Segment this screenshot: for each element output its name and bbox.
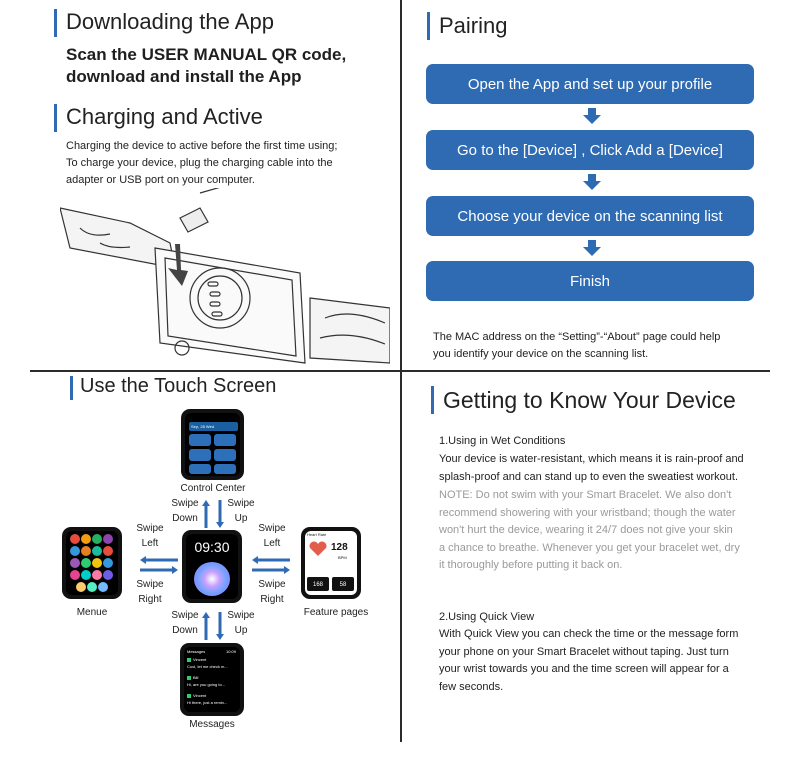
note-line-3: won't hurt the device, wearing it 24/7 does not give your skin <box>439 524 733 536</box>
quick-line-3: your wrist towards you and the time screen will appear for a <box>439 663 729 675</box>
menu-watch <box>62 527 122 599</box>
messages-header: Messages <box>187 649 206 654</box>
knowing-title: Getting to Know Your Device <box>443 387 736 413</box>
swipe-label: Swipe <box>171 498 199 509</box>
arrow-down-icon <box>583 108 601 124</box>
quick-line-2: your phone on your Smart Bracelet without taping. Just turn <box>439 646 729 658</box>
heading-accent-bar <box>427 12 430 40</box>
swipe-label: Swipe <box>258 523 286 534</box>
touch-title: Use the Touch Screen <box>80 375 277 397</box>
message-icon <box>187 694 191 698</box>
downloading-line-2: download and install the App <box>66 67 302 86</box>
charging-line-2: To charge your device, plug the charging cable into the <box>66 157 333 169</box>
swipe-down-label: Down <box>172 625 198 636</box>
swipe-up-label: Up <box>234 625 248 636</box>
swipe-label: Swipe <box>136 579 164 590</box>
swipe-label: Swipe <box>227 610 255 621</box>
downloading-title: Downloading the App <box>66 9 274 34</box>
charging-line-1: Charging the device to active before the first time using; <box>66 140 338 152</box>
heart-rate-label: Heart Rate <box>307 532 327 537</box>
swipe-right-label: Right <box>260 594 284 605</box>
wet-line-1: Your device is water-resistant, which means it is rain-proof and <box>439 453 744 465</box>
quick-heading: 2.Using Quick View <box>439 611 535 623</box>
wet-heading: 1.Using in Wet Conditions <box>439 435 566 447</box>
downloading-line-1: Scan the USER MANUAL QR code, <box>66 45 347 64</box>
find-icon <box>189 464 211 474</box>
gear-icon <box>214 464 236 474</box>
bpm-label: BPM <box>338 555 347 560</box>
heading-accent-bar <box>54 9 57 37</box>
message-preview: Hi there, just a remin... <box>187 700 228 705</box>
menue-label: Menue <box>76 607 108 618</box>
heading-accent-bar <box>70 376 73 400</box>
pairing-step-3: Choose your device on the scanning list <box>426 196 754 236</box>
swipe-up-label: Up <box>234 513 248 524</box>
hr-min: 58 <box>332 577 354 591</box>
swipe-left-label: Left <box>263 538 281 549</box>
quick-line-4: few seconds. <box>439 681 504 693</box>
messages-watch <box>180 643 244 716</box>
app-icons-grid <box>66 531 118 595</box>
heading-accent-bar <box>54 104 57 132</box>
pairing-step-1: Open the App and set up your profile <box>426 64 754 104</box>
note-line-4: a chance to breathe. Whenever you get your bracelet wet, dry <box>439 542 740 554</box>
charging-title: Charging and Active <box>66 104 263 129</box>
swipe-label: Swipe <box>227 498 255 509</box>
feature-watch <box>301 527 361 599</box>
charging-line-3: adapter or USB port on your computer. <box>66 174 255 186</box>
message-sender: Bill <box>193 675 199 680</box>
control-center-label: Control Center <box>180 483 246 494</box>
display-icon <box>214 449 236 461</box>
swipe-vertical-arrows-icon <box>202 612 224 640</box>
swipe-right-label: Right <box>138 594 162 605</box>
swipe-vertical-arrows-icon <box>202 500 224 528</box>
message-icon <box>187 676 191 680</box>
control-center-watch <box>181 409 244 480</box>
pairing-title: Pairing <box>439 13 508 38</box>
main-watch <box>182 530 242 603</box>
wet-line-2: splash-proof and can stand up to even the sweatiest workout. <box>439 471 739 483</box>
swipe-label: Swipe <box>171 610 199 621</box>
pairing-note-line-2: you identify your device on the scanning list. <box>433 348 649 360</box>
note-line-1: NOTE: Do not swim with your Smart Bracelet. We also don't <box>439 489 732 501</box>
message-icon <box>187 658 191 662</box>
message-sender: Vincent <box>193 657 207 662</box>
feature-pages-label: Feature pages <box>303 607 369 618</box>
swipe-horizontal-arrows-icon <box>140 556 178 574</box>
swipe-horizontal-arrows-icon <box>252 556 290 574</box>
pairing-step-2: Go to the [Device] , Click Add a [Device] <box>426 130 754 170</box>
pairing-note-line-1: The MAC address on the “Setting”-“About” page could help <box>433 331 721 343</box>
control-date: Sep, 28 Wed <box>189 422 238 431</box>
flower-wallpaper <box>194 562 230 596</box>
message-preview: Cool, let me check m... <box>187 664 228 669</box>
messages-label: Messages <box>189 719 235 730</box>
battery-icon <box>189 449 211 461</box>
note-line-2: recommend showering with your wristband; though the water <box>439 507 736 519</box>
heart-icon <box>309 541 327 557</box>
heading-accent-bar <box>431 386 434 414</box>
watch-time: 09:30 <box>194 539 230 555</box>
swipe-label: Swipe <box>258 579 286 590</box>
messages-time: 10:09 <box>226 649 237 654</box>
message-preview: Hi, are you going to... <box>187 682 226 687</box>
message-sender: Vincent <box>193 693 207 698</box>
swipe-down-label: Down <box>172 513 198 524</box>
charging-illustration <box>60 188 390 368</box>
arrow-down-icon <box>583 174 601 190</box>
quick-line-1: With Quick View you can check the time or the message form <box>439 628 739 640</box>
note-line-5: it thoroughly before putting it back on. <box>439 559 623 571</box>
brightness-icon <box>214 434 236 446</box>
heart-rate-value: 128 <box>331 542 348 553</box>
moon-icon <box>189 434 211 446</box>
swipe-left-label: Left <box>141 538 159 549</box>
arrow-down-icon <box>583 240 601 256</box>
swipe-label: Swipe <box>136 523 164 534</box>
hr-max: 168 <box>307 577 329 591</box>
pairing-step-4: Finish <box>426 261 754 301</box>
horizontal-divider <box>30 370 770 372</box>
